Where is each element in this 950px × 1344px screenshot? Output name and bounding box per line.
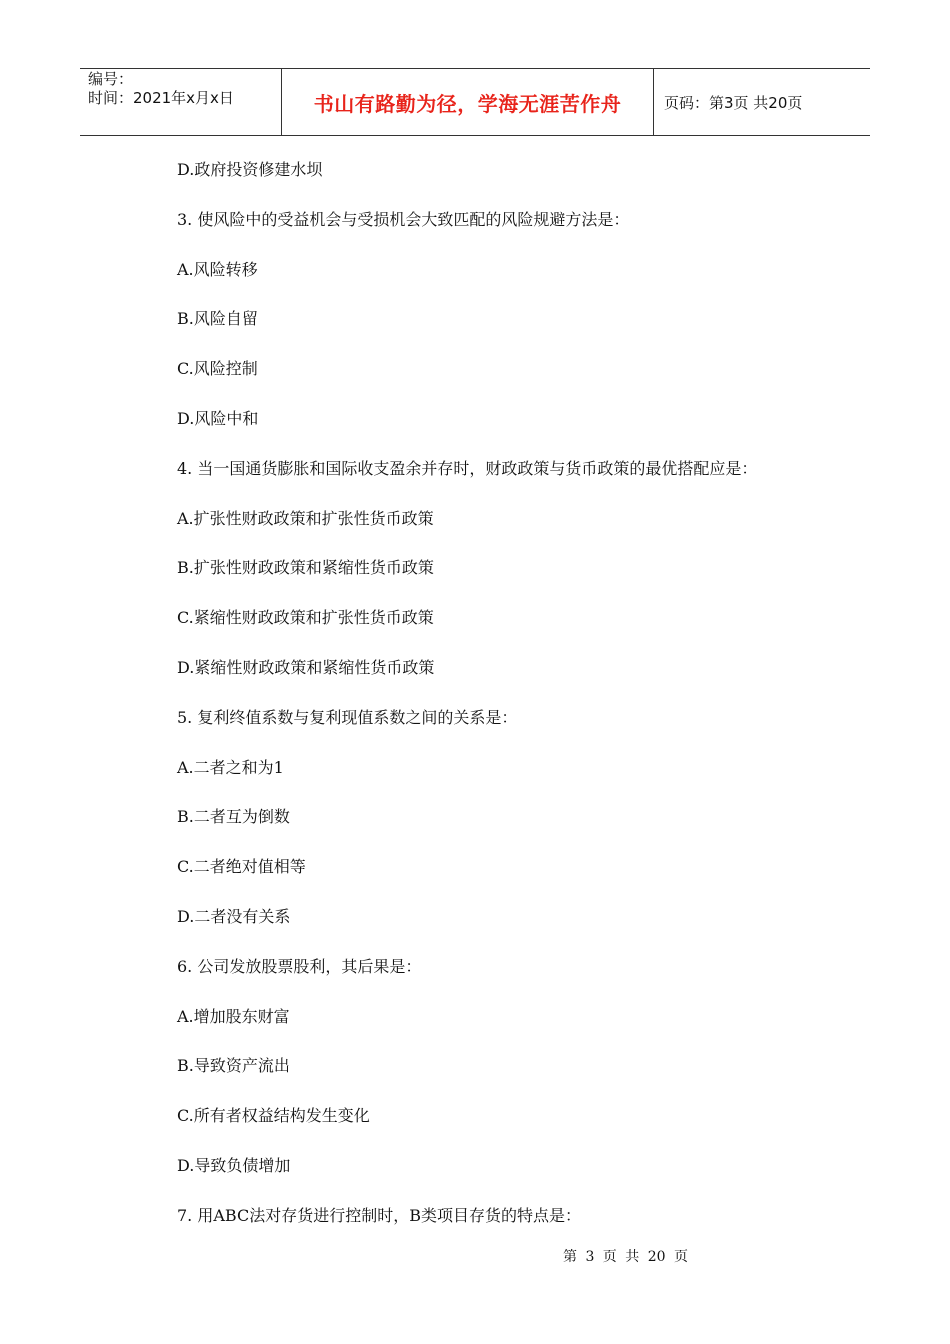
header-info	[80, 69, 281, 135]
option-line: D.二者没有关系	[177, 906, 291, 926]
number-label: 编号：	[88, 70, 134, 88]
header-page-cell	[654, 69, 870, 135]
footer-page-number: 第 3 页 共 20 页	[563, 1249, 688, 1265]
option-line: D.导致负债增加	[177, 1155, 291, 1175]
option-line: D.紧缩性财政政策和紧缩性货币政策	[177, 657, 435, 677]
document-body	[177, 156, 757, 1252]
question-line: 6. 公司发放股票股利，其后果是：	[177, 956, 422, 976]
option-line: D.政府投资修建水坝	[177, 160, 323, 179]
option-line: B.导致资产流出	[177, 1056, 290, 1076]
question-line: 5. 复利终值系数与复利现值系数之间的关系是：	[177, 707, 518, 727]
question-line: 3. 使风险中的受益机会与受损机会大致匹配的风险规避方法是：	[177, 209, 630, 229]
option-line: A.增加股东财富	[177, 1006, 290, 1026]
option-line: A.风险转移	[177, 259, 258, 279]
option-line: C.所有者权益结构发生变化	[177, 1106, 370, 1126]
option-line: C.风险控制	[177, 359, 258, 379]
page-footer	[0, 1246, 950, 1266]
option-line: D.风险中和	[177, 408, 259, 428]
page-number-label: 页码：第3页 共20页	[664, 93, 803, 112]
option-line: A.扩张性财政政策和扩张性货币政策	[177, 508, 434, 528]
option-line: C.二者绝对值相等	[177, 857, 306, 877]
page-header	[80, 68, 870, 136]
question-line: 7. 用ABC法对存货进行控制时，B类项目存货的特点是：	[177, 1205, 581, 1225]
header-motto-cell	[281, 69, 654, 135]
motto-text: 书山有路勤为径，学海无涯苦作舟	[313, 91, 622, 116]
option-line: B.扩张性财政政策和紧缩性货币政策	[177, 558, 434, 578]
option-line: C.紧缩性财政政策和扩张性货币政策	[177, 608, 434, 628]
question-line: 4. 当一国通货膨胀和国际收支盈余并存时，财政政策与货币政策的最优搭配应是：	[177, 458, 758, 478]
option-line: B.二者互为倒数	[177, 807, 290, 827]
time-label: 时间：2021年x月x日	[88, 89, 234, 107]
option-line: B.风险自留	[177, 309, 258, 329]
option-line: A.二者之和为1	[177, 757, 284, 777]
